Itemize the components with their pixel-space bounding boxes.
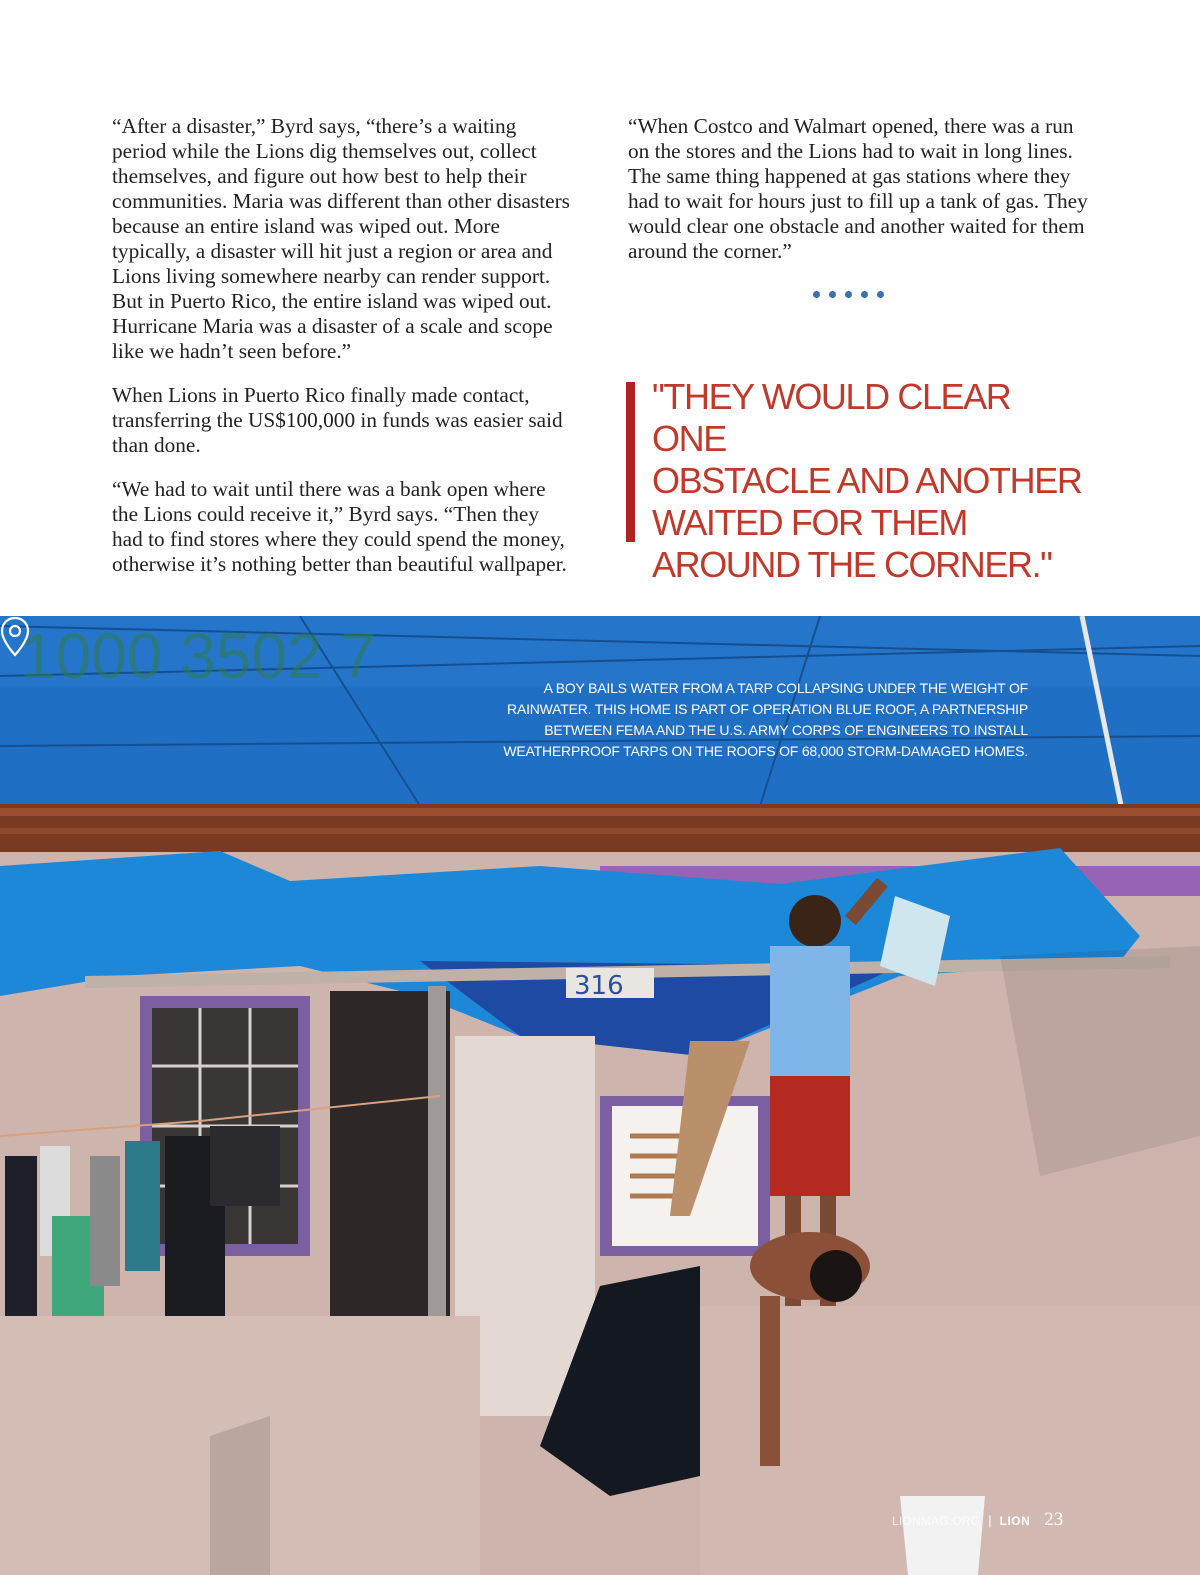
footer-separator: | — [988, 1513, 992, 1528]
footer-magazine-name: LION — [999, 1514, 1031, 1528]
house-number: 316 — [574, 971, 624, 1001]
article-left-column — [112, 114, 574, 596]
paragraph: “When Costco and Walmart opened, there was a run on the stores and the Lions had to wait in long lines. The same thing happened at gas stations where they had to wait for hours just to fill up a tank of gas. They would clear one obstacle and another waited for them around the corner.” — [628, 114, 1088, 263]
pull-quote-bar — [626, 382, 635, 542]
photo-caption: A BOY BAILS WATER FROM A TARP COLLAPSING UNDER THE WEIGHT OF RAINWATER. THIS HOME IS PART OF OPERATION BLUE ROOF, A PARTNERSHIP BETWEEN FEMA AND THE U.S. ARMY CORPS OF ENGINEERS TO INSTALL WEATHERPROOF TARPS ON THE ROOFS OF 68,000 STORM-DAMAGED HOMES. — [503, 680, 1028, 759]
location-pin-icon — [0, 616, 30, 658]
separator-dot — [845, 291, 852, 298]
svg-text:1000 3502 7: 1000 3502 7 — [20, 620, 376, 692]
page-footer — [892, 1509, 1192, 1533]
page-number: 23 — [1044, 1509, 1064, 1530]
article-right-column — [628, 114, 1088, 283]
pull-quote-text: "THEY WOULD CLEAR ONE OBSTACLE AND ANOTHER WAITED FOR THEM AROUND THE CORNER." — [652, 376, 1082, 585]
paragraph: “After a disaster,” Byrd says, “there’s a waiting period while the Lions dig themselves out, collect themselves, and figure out how best to help their communities. Maria was different than other disasters because an entire island was wiped out. More typically, a disaster will hit just a region or area and Lions living somewhere nearby can render support. But in Puerto Rico, the entire island was wiped out. Hurricane Maria was a disaster of a scale and scope like we hadn’t seen before.” — [112, 114, 570, 363]
separator-dot — [829, 291, 836, 298]
separator-dot — [861, 291, 868, 298]
paragraph: When Lions in Puerto Rico finally made contact, transferring the US$100,000 in funds was easier said than done. — [112, 383, 563, 457]
paragraph: “We had to wait until there was a bank open where the Lions could receive it,” Byrd says. “Then they had to find stores where they could spend the money, otherwise it’s nothing better than beautiful wallpaper. — [112, 477, 567, 576]
pull-quote — [626, 376, 1096, 585]
separator-dot — [877, 291, 884, 298]
dot-separator — [813, 291, 903, 303]
separator-dot — [813, 291, 820, 298]
feature-photo — [0, 616, 1200, 1575]
footer-url: LIONMAG.ORG — [892, 1514, 981, 1528]
